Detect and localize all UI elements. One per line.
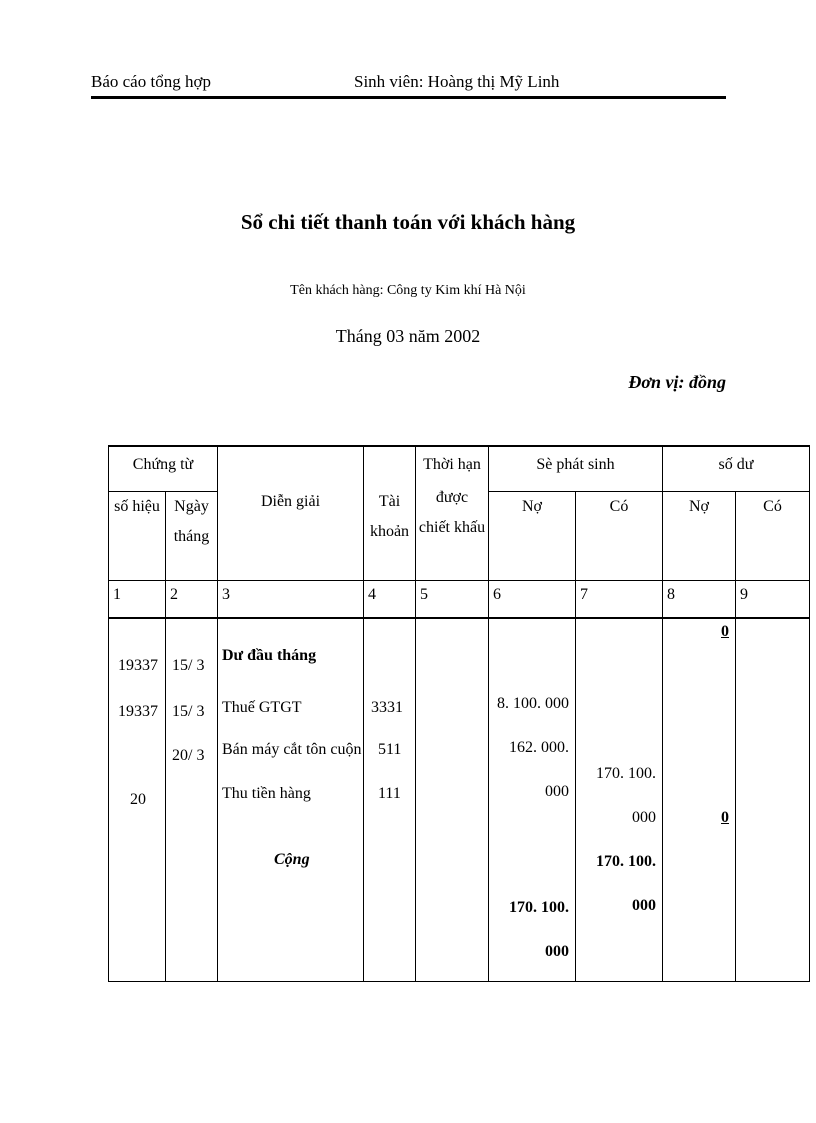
r2-no-1: 162. 000. — [509, 739, 569, 756]
header-dien-giai: Diễn giải — [218, 446, 364, 581]
header-psinh-co: Có — [576, 492, 663, 581]
header-tai-khoan-2: khoản — [369, 523, 410, 540]
r1-no: 8. 100. 000 — [497, 695, 569, 712]
col-thoi-han — [416, 618, 489, 982]
header-tai-khoan — [364, 446, 416, 581]
header-left: Báo cáo tổng hợp — [91, 72, 211, 91]
col-psinh-no — [489, 618, 576, 982]
r1-tai-khoan: 3331 — [371, 699, 403, 716]
report-month: Tháng 03 năm 2002 — [335, 326, 481, 346]
col-du-no — [663, 618, 736, 982]
col-number-4: 4 — [364, 581, 416, 619]
r3-co-2: 000 — [632, 809, 656, 826]
col-du-co — [736, 618, 810, 982]
opening-label: Dư đầu tháng — [222, 647, 317, 664]
column-number-row — [109, 581, 810, 619]
header-thoi-han-3: chiết khấu — [418, 519, 486, 536]
r3-co-1: 170. 100. — [596, 765, 656, 782]
col-number-6: 6 — [489, 581, 576, 619]
header-ngay: Ngày — [174, 498, 209, 515]
r3-ngay: 20/ 3 — [172, 747, 205, 764]
header-du-co: Có — [736, 492, 810, 581]
total-no-1: 170. 100. — [509, 899, 569, 916]
total-co-2: 000 — [632, 897, 656, 914]
col-number-3: 3 — [218, 581, 364, 619]
total-label: Cộng — [274, 851, 310, 868]
col-psinh-co — [576, 618, 663, 982]
ledger-body-row — [109, 618, 810, 982]
document-title: Sổ chi tiết thanh toán với khách hàng — [240, 210, 576, 234]
r2-so-hieu: 19337 — [118, 703, 158, 720]
r3-so-hieu: 20 — [130, 791, 146, 808]
header-chung-tu: Chứng từ — [109, 446, 218, 492]
col-number-1: 1 — [109, 581, 166, 619]
opening-du-no: 0 — [721, 623, 729, 640]
col-dien-giai — [218, 618, 364, 982]
header-tai-khoan-1: Tài — [378, 493, 401, 510]
r1-so-hieu: 19337 — [118, 657, 158, 674]
header-ngay-thang — [166, 492, 218, 581]
r2-ngay: 15/ 3 — [172, 703, 205, 720]
col-ngay — [166, 618, 218, 982]
header-so-du: số dư — [663, 446, 810, 492]
header-so-phat-sinh: Sè phát sinh — [489, 446, 663, 492]
col-tai-khoan — [364, 618, 416, 982]
header-row-1 — [109, 446, 810, 492]
header-so-hieu: số hiệu — [109, 492, 166, 581]
r3-tai-khoan: 111 — [378, 785, 401, 802]
closing-du-no: 0 — [721, 809, 729, 826]
currency-unit: Đơn vị: đồng — [628, 372, 726, 392]
col-number-9: 9 — [736, 581, 810, 619]
header-student: Sinh viên: Hoàng thị Mỹ Linh — [354, 72, 560, 91]
r1-dien-giai: Thuế GTGT — [222, 699, 302, 716]
r3-dien-giai: Thu tiền hàng — [222, 785, 311, 802]
header-thoi-han-1: Thời hạn — [423, 456, 481, 473]
header-thang: tháng — [173, 528, 210, 545]
col-number-8: 8 — [663, 581, 736, 619]
total-co-1: 170. 100. — [596, 853, 656, 870]
header-thoi-han — [416, 446, 489, 581]
col-number-7: 7 — [576, 581, 663, 619]
col-number-5: 5 — [416, 581, 489, 619]
r2-no-2: 000 — [545, 783, 569, 800]
header-du-no: Nợ — [663, 492, 736, 581]
col-so-hieu — [109, 618, 166, 982]
customer-name: Tên khách hàng: Công ty Kim khí Hà Nội — [290, 283, 526, 298]
ledger-table — [108, 445, 810, 982]
r2-tai-khoan: 511 — [378, 741, 402, 758]
r1-ngay: 15/ 3 — [172, 657, 205, 674]
header-thoi-han-2: được — [435, 489, 469, 506]
col-number-2: 2 — [166, 581, 218, 619]
total-no-2: 000 — [545, 943, 569, 960]
header-psinh-no: Nợ — [489, 492, 576, 581]
r2-dien-giai: Bán máy cắt tôn cuộn — [222, 741, 362, 758]
header-rule — [91, 96, 726, 99]
